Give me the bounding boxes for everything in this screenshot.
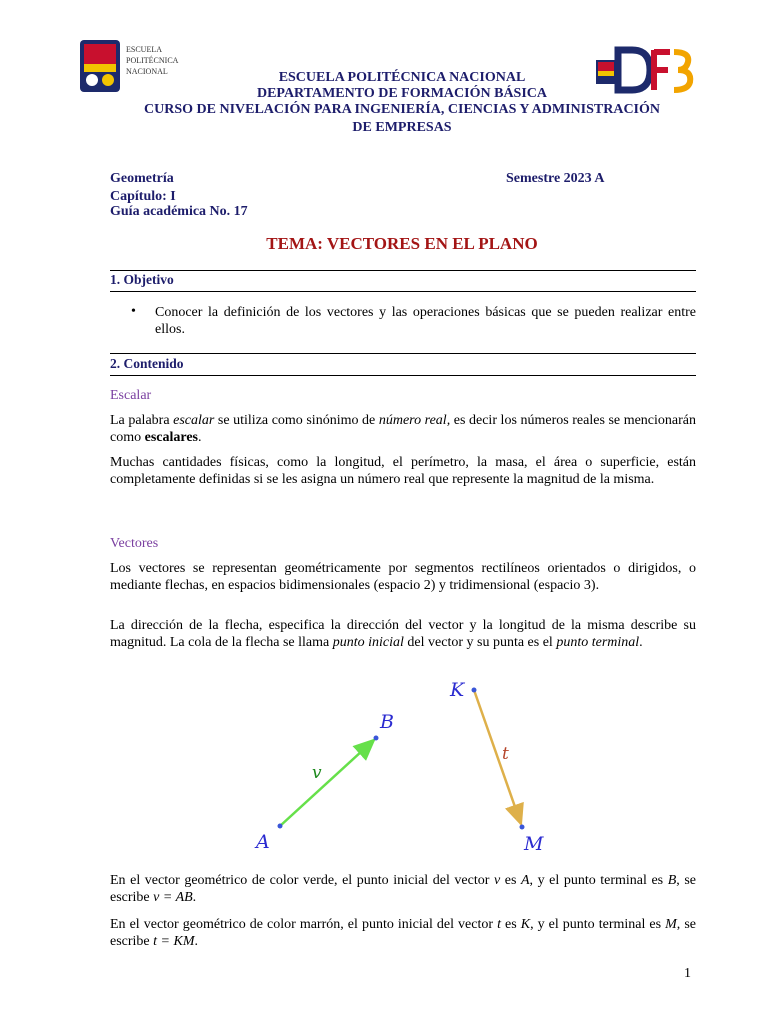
vectores-paragraph-2: La dirección de la flecha, especifica la dirección del vector y la longitud de la misma describe su magnitud. La cola de la flecha se llama punto inicial del vector y su punta es el punto terminal. bbox=[110, 618, 696, 650]
label-a: A bbox=[256, 831, 270, 853]
page-number: 1 bbox=[684, 966, 691, 981]
header-department: DEPARTAMENTO DE FORMACIÓN BÁSICA bbox=[256, 86, 548, 101]
logo-left-line2: POLITÉCNICA bbox=[126, 56, 179, 65]
meta-subject: Geometría bbox=[110, 171, 174, 186]
bullet-icon: • bbox=[131, 304, 136, 319]
page-title: TEMA: VECTORES EN EL PLANO bbox=[266, 234, 538, 253]
label-t: t bbox=[502, 744, 509, 764]
logo-left-line3: NACIONAL bbox=[126, 67, 168, 76]
logo-left-line1: ESCUELA bbox=[126, 45, 162, 54]
vector-v-arrow bbox=[280, 740, 374, 826]
section1-bottom-rule bbox=[110, 291, 696, 292]
point-m bbox=[520, 825, 525, 830]
section1-top-rule bbox=[110, 270, 696, 271]
label-k: K bbox=[450, 679, 465, 701]
green-vector-paragraph: En el vector geométrico de color verde, el punto inicial del vector v es A, y el punto terminal es B, se escribe v = AB. bbox=[110, 873, 696, 905]
vectores-paragraph-1: Los vectores se representan geométricamente por segmentos rectilíneos orientados o dirigidos, o mediante flechas, en espacios bidimensionales (espacio 2) y tridimensional (espacio 3). bbox=[110, 561, 696, 593]
section2-bottom-rule bbox=[110, 375, 696, 376]
vectores-heading: Vectores bbox=[110, 536, 159, 551]
escalar-paragraph-1: La palabra escalar se utiliza como sinónimo de número real, es decir los números reales se mencionarán como escalares. bbox=[110, 413, 696, 445]
escalar-heading: Escalar bbox=[110, 388, 152, 403]
label-v: v bbox=[312, 763, 322, 783]
point-k bbox=[472, 688, 477, 693]
point-a bbox=[278, 824, 283, 829]
section1-title: 1. Objetivo bbox=[110, 272, 174, 287]
label-m: M bbox=[524, 833, 544, 855]
header-course: CURSO DE NIVELACIÓN PARA INGENIERÍA, CIENCIAS Y ADMINISTRACIÓN bbox=[144, 102, 660, 117]
objective-bullet-text: Conocer la definición de los vectores y las operaciones básicas que se pueden realizar entre ellos. bbox=[155, 305, 696, 337]
meta-guide: Guía académica No. 17 bbox=[110, 204, 248, 219]
green-vector-equation: v = AB bbox=[153, 890, 193, 905]
escalar-paragraph-2: Muchas cantidades físicas, como la longitud, el perímetro, la masa, el área o superficie, están completamente definidas si se les asigna un número real que represente la magnitud de la misma. bbox=[110, 455, 696, 487]
header-institution: ESCUELA POLITÉCNICA NACIONAL bbox=[278, 70, 526, 85]
vector-t-arrow bbox=[474, 690, 521, 824]
brown-vector-paragraph: En el vector geométrico de color marrón, el punto inicial del vector t es K, y el punto terminal es M, se escribe t = KM. bbox=[110, 917, 697, 949]
meta-semester: Semestre 2023 A bbox=[506, 171, 605, 186]
meta-chapter: Capítulo: I bbox=[110, 189, 176, 204]
section2-top-rule bbox=[110, 353, 696, 354]
section2-title: 2. Contenido bbox=[110, 356, 184, 371]
header-course-cont: DE EMPRESAS bbox=[352, 120, 452, 135]
point-b bbox=[374, 736, 379, 741]
label-b: B bbox=[380, 711, 394, 733]
vectors-figure bbox=[240, 672, 560, 862]
brown-vector-equation: t = KM bbox=[153, 934, 195, 949]
